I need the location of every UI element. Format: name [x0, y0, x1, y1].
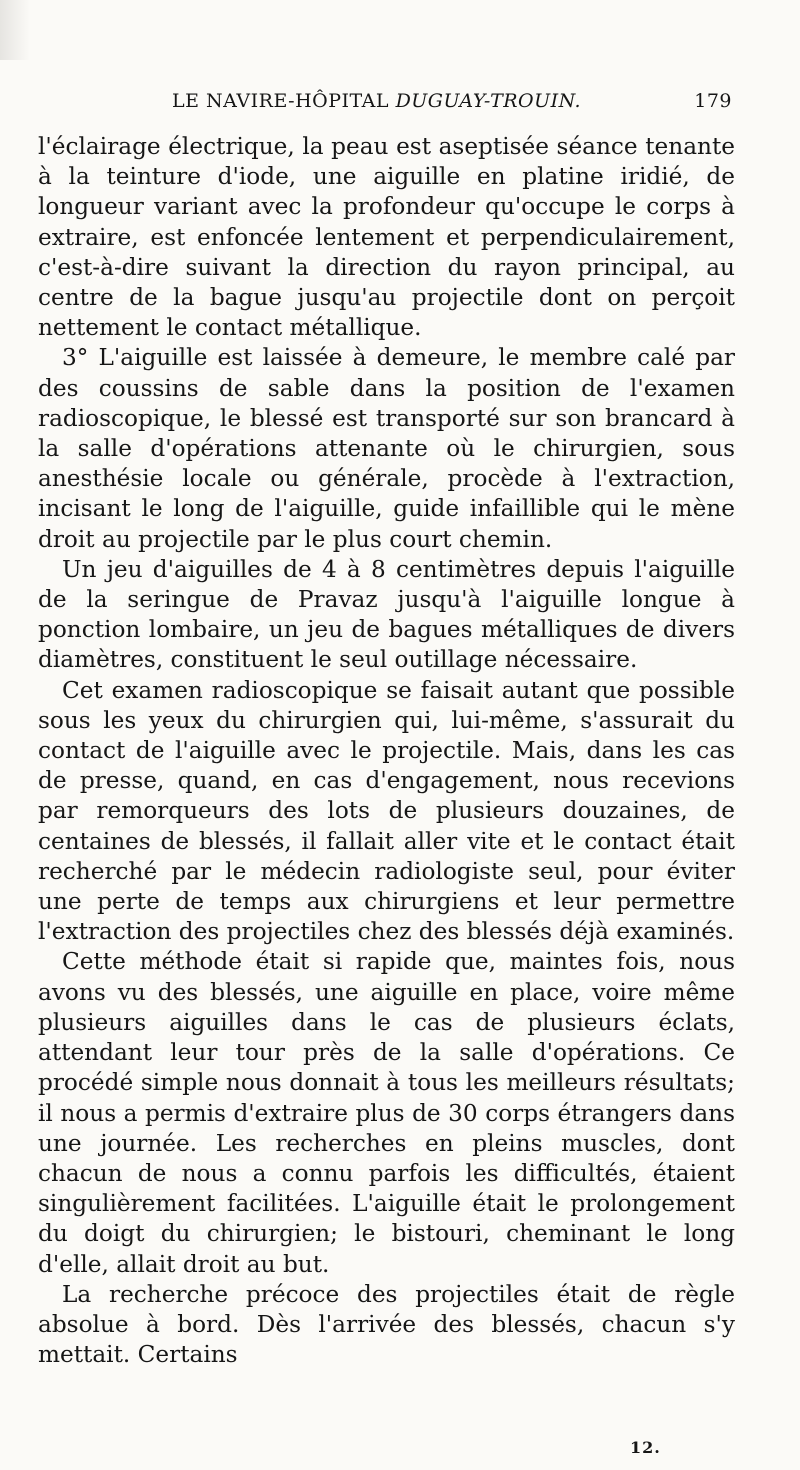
signature-mark: 12. [630, 1438, 661, 1457]
paragraph-continued: l'éclairage électrique, la peau est aseptisée séance tenante à la teinture d'iode, une aiguille en platine iridié, de longueur variant avec la profondeur qu'occupe le corps à extraire, est enfoncée lentement et perpendiculairement, c'est-à-dire suivant la direction du rayon principal, au centre de la bague jusqu'au projectile dont on perçoit nettement le contact métallique. [38, 133, 735, 342]
body-text [38, 132, 735, 1370]
running-title-text: LE NAVIRE-HÔPITAL [172, 90, 396, 112]
paragraph-equipment: Un jeu d'aiguilles de 4 à 8 centimètres depuis l'aiguille de la seringue de Pravaz jusqu'à l'aiguille longue à ponction lombaire, un jeu de bagues métalliques de divers diamètres, constituent le seul outillage nécessaire. [38, 555, 735, 674]
paper-stain [0, 0, 30, 60]
running-head [172, 90, 732, 120]
paragraph-examination: Cet examen radioscopique se faisait autant que possible sous les yeux du chirurgien qui, lui-même, s'assurait du contact de l'aiguille avec le projectile. Mais, dans les cas de presse, quand, en cas d'engagement, nous recevions par remorqueurs des lots de plusieurs douzaines, de centaines de blessés, il fallait aller vite et le contact était recherché par le médecin radiologiste seul, pour éviter une perte de temps aux chirurgiens et leur permettre l'extraction des projectiles chez des blessés déjà examinés. [38, 676, 735, 946]
page-number: 179 [694, 90, 732, 112]
paragraph-method: Cette méthode était si rapide que, maintes fois, nous avons vu des blessés, une aiguille en place, voire même plusieurs aiguilles dans le cas de plusieurs éclats, attendant leur tour près de la salle d'opérations. Ce procédé simple nous donnait à tous les meilleurs résultats; il nous a permis d'extraire plus de 30 corps étrangers dans une journée. Les recherches en pleins muscles, dont chacun de nous a connu parfois les difficultés, étaient singulièrement facilitées. L'aiguille était le prolongement du doigt du chirurgien; le bistouri, cheminant le long d'elle, allait droit au but. [38, 948, 735, 1278]
running-title [172, 90, 581, 112]
ship-name: DUGUAY-TROUIN. [395, 90, 582, 112]
paragraph-step-3: 3° L'aiguille est laissée à demeure, le membre calé par des coussins de sable dans la position de l'examen radioscopique, le blessé est transporté sur son brancard à la salle d'opérations attenante où le chirurgien, sous anesthésie locale ou générale, procède à l'extraction, incisant le long de l'aiguille, guide infaillible qui le mène droit au projectile par le plus court chemin. [38, 344, 735, 553]
paragraph-search: La recherche précoce des projectiles était de règle absolue à bord. Dès l'arrivée des blessés, chacun s'y mettait. Certains [38, 1280, 735, 1369]
